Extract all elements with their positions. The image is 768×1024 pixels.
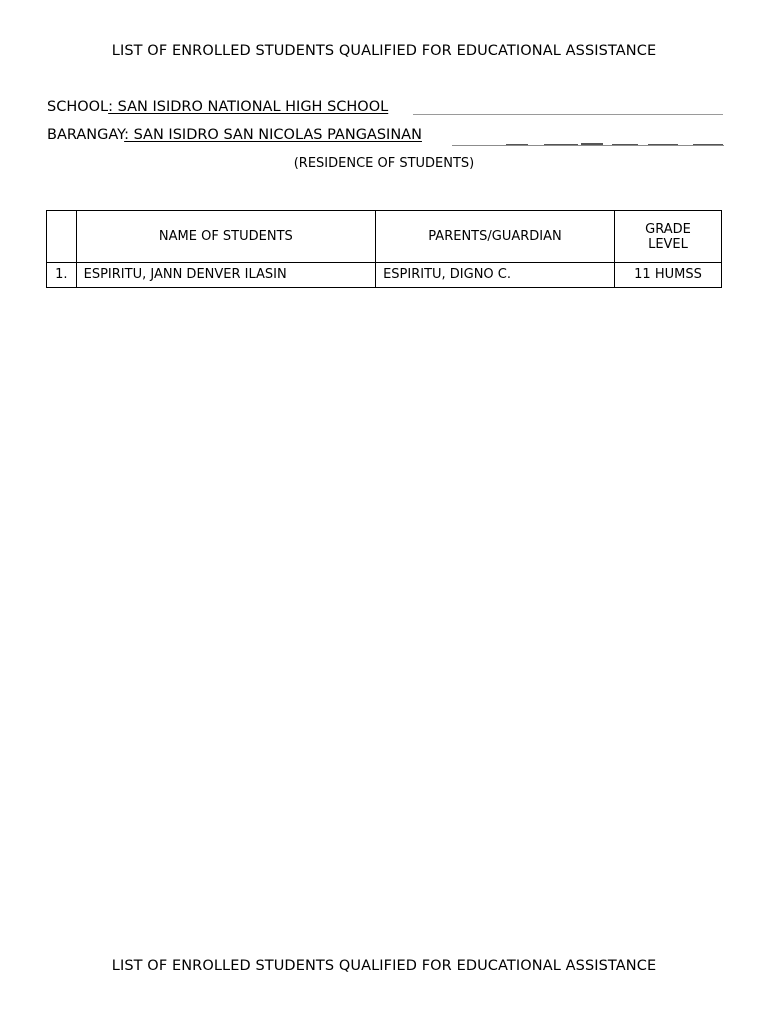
barangay-underline-dash xyxy=(648,144,678,145)
header-number xyxy=(47,211,77,263)
document-title: LIST OF ENROLLED STUDENTS QUALIFIED FOR EDUCATIONAL ASSISTANCE xyxy=(111,43,657,59)
header-name: NAME OF STUDENTS xyxy=(76,211,375,263)
school-field xyxy=(47,99,388,115)
footer-title: LIST OF ENROLLED STUDENTS QUALIFIED FOR EDUCATIONAL ASSISTANCE xyxy=(111,958,657,974)
barangay-field xyxy=(47,127,422,143)
school-underline xyxy=(413,114,723,115)
header-grade-line2: LEVEL xyxy=(648,236,688,252)
barangay-underline-dash xyxy=(581,143,603,145)
school-label: SCHOOL xyxy=(47,99,109,115)
barangay-underline-dash xyxy=(693,144,723,145)
students-table xyxy=(46,210,722,288)
table-row xyxy=(47,263,722,288)
barangay-underline-dash xyxy=(506,144,528,145)
row-number: 1. xyxy=(47,263,77,288)
header-parent: PARENTS/GUARDIAN xyxy=(376,211,615,263)
barangay-underline xyxy=(452,145,724,146)
barangay-label: BARANGAY xyxy=(47,127,125,143)
residence-subtitle xyxy=(0,156,768,171)
table-header-row xyxy=(47,211,722,263)
barangay-value: : SAN ISIDRO SAN NICOLAS PANGASINAN xyxy=(124,127,422,143)
header-grade-line1: GRADE xyxy=(645,221,691,237)
barangay-underline-dash xyxy=(544,144,578,145)
row-parent-guardian: ESPIRITU, DIGNO C. xyxy=(376,263,615,288)
row-student-name: ESPIRITU, JANN DENVER ILASIN xyxy=(76,263,375,288)
residence-subtitle-text: (RESIDENCE OF STUDENTS) xyxy=(293,156,475,171)
barangay-underline-dash xyxy=(612,144,638,145)
header-grade xyxy=(614,211,721,263)
school-value: : SAN ISIDRO NATIONAL HIGH SCHOOL xyxy=(108,99,389,115)
row-grade-level: 11 HUMSS xyxy=(614,263,721,288)
